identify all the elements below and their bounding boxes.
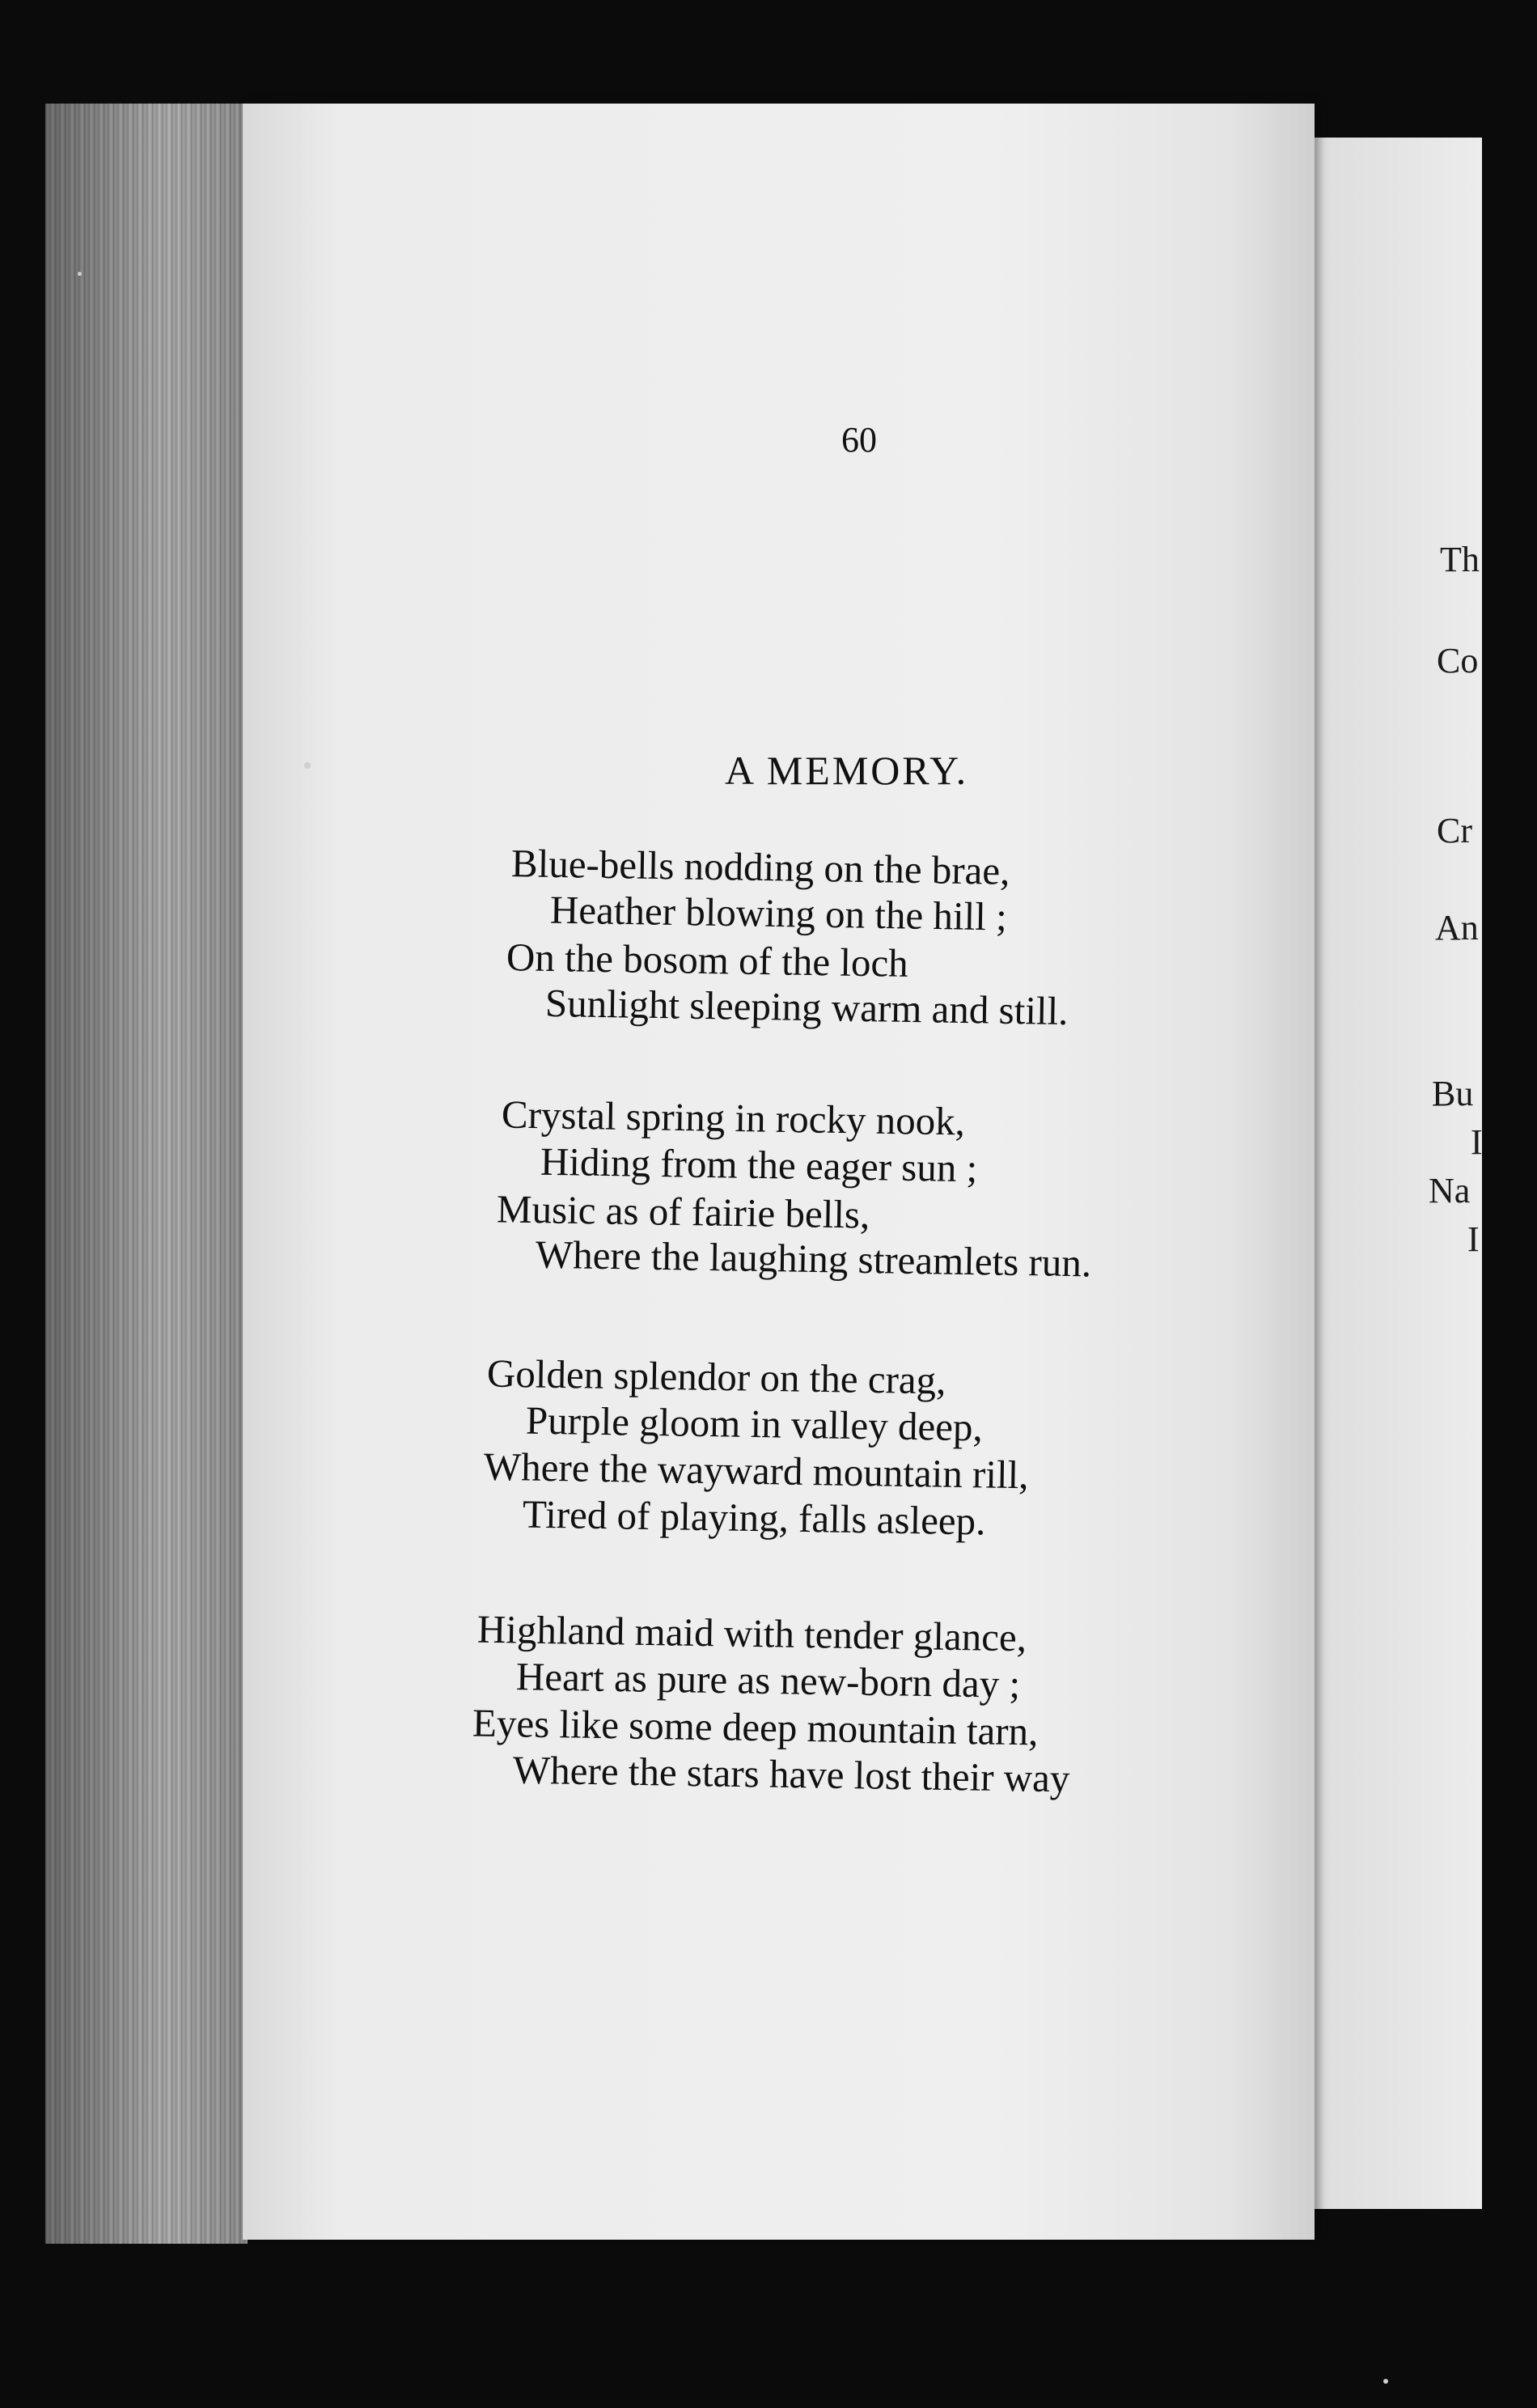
- dust-speck: [1383, 2379, 1388, 2384]
- dust-speck: [304, 762, 311, 769]
- book-page: [243, 104, 1315, 2240]
- dust-speck: [78, 272, 82, 276]
- poem-line: Music as of fairie bells,: [496, 1186, 870, 1237]
- poem-line: Golden splendor on the crag,: [486, 1350, 946, 1403]
- poem-line: Heart as pure as new-born day ;: [515, 1654, 1021, 1706]
- poem-title: A MEMORY.: [725, 748, 969, 793]
- facing-line-fragment: Co: [1437, 641, 1479, 680]
- facing-line-fragment: Cr: [1437, 811, 1472, 850]
- poem-line: Blue-bells nodding on the brae,: [510, 841, 1010, 893]
- poem-line: Crystal spring in rocky nook,: [501, 1092, 966, 1144]
- poem-line: Where the laughing streamlets run.: [535, 1232, 1092, 1286]
- poem-line: Hiding from the eager sun ;: [540, 1138, 978, 1191]
- poem-line: Purple gloom in valley deep,: [525, 1397, 984, 1450]
- page-edge-stack: [45, 104, 248, 2244]
- poem-line: Heather blowing on the hill ;: [549, 887, 1008, 939]
- poem-line: Where the stars have lost their way: [512, 1747, 1070, 1801]
- facing-line-fragment: I: [1471, 1122, 1483, 1162]
- facing-line-fragment: Bu: [1432, 1074, 1474, 1113]
- facing-line-fragment: I: [1467, 1219, 1480, 1259]
- poem-line: Tired of playing, falls asleep.: [522, 1491, 986, 1544]
- facing-line-fragment: An: [1435, 908, 1479, 948]
- page-number: 60: [841, 420, 877, 460]
- facing-page-text: [1429, 138, 1537, 2209]
- poem-body: [243, 104, 1315, 2240]
- poem-line: Eyes like some deep mountain tarn,: [472, 1700, 1039, 1754]
- facing-line-fragment: Th: [1440, 540, 1480, 579]
- poem-line: Where the wayward mountain rill,: [483, 1444, 1029, 1498]
- poem-line: Sunlight sleeping warm and still.: [544, 980, 1069, 1034]
- facing-line-fragment: Na: [1429, 1171, 1471, 1210]
- poem-line: Highland maid with tender glance,: [476, 1606, 1027, 1660]
- poem-line: On the bosom of the loch: [506, 935, 909, 986]
